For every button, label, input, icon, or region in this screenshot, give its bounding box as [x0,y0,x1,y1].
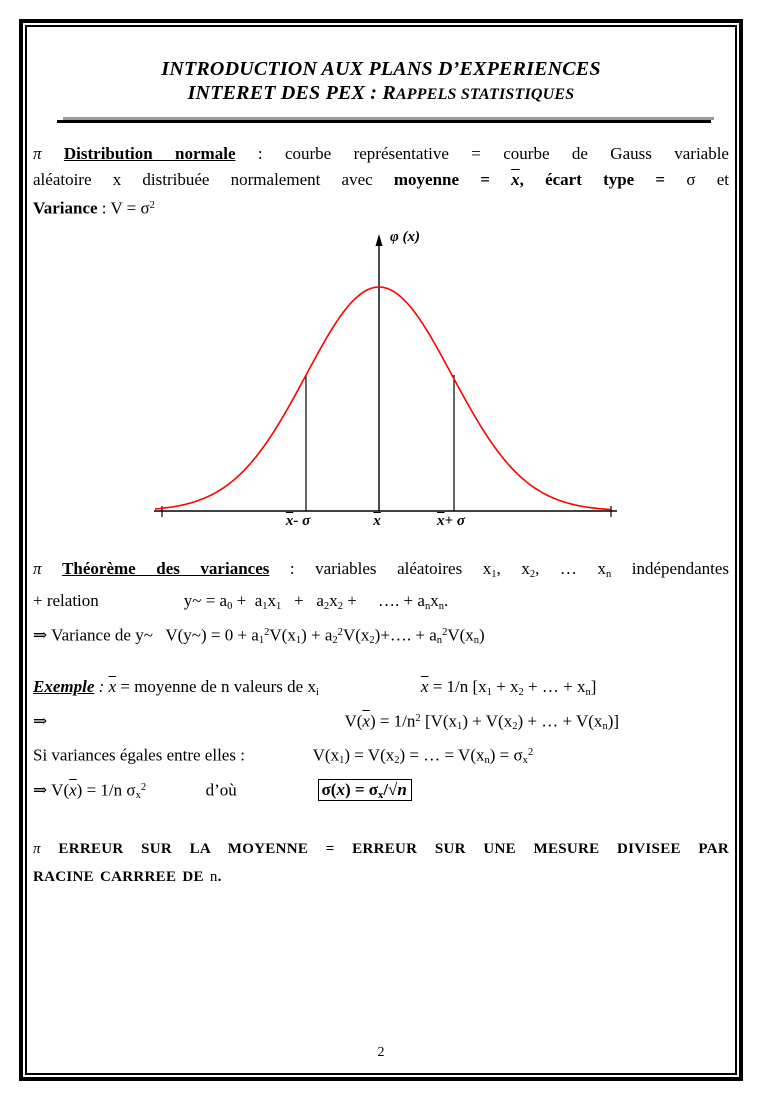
gaussian-bell-path [155,287,611,510]
text-segment: φ (x) [390,229,421,246]
text-segment: n [436,635,443,647]
text-segment: INTRODUCTION AUX PLANS D’EXPERIENCES [161,58,601,80]
text-segment: ) = σ [344,779,379,799]
text-segment: n [602,721,608,733]
text-segment: $\overline{x}$ [511,170,520,189]
text-line [33,167,729,193]
text-segment: aléatoire x distribuée normalement avec [33,170,394,189]
text-segment: + x [491,677,519,697]
text-segment: σ [686,170,696,189]
text-segment: i [315,687,319,699]
text-line [33,620,729,654]
text-segment: x [135,789,141,801]
text-line [33,141,729,167]
text-segment: x [430,591,439,611]
text-segment: $\overline{x}$ [437,513,445,530]
text-segment: Variance [33,198,98,218]
text-segment: n [585,687,591,699]
text-segment: x [329,591,338,611]
text-line [33,775,729,809]
text-segment: 1 [276,601,282,613]
text-segment: ) = 1/n [369,711,416,731]
page-content [27,27,735,1073]
gaussian-chart [149,233,624,540]
page-number: 2 [377,1045,385,1060]
text-segment: ) = σ [489,745,523,765]
text-segment: Si variances égales entre elles : [33,745,313,765]
page-border-inner [25,25,737,1075]
text-segment: APPELS STATISTIQUES [395,86,575,103]
text-segment: Distribution normale [63,144,236,163]
text-segment: Exemple [33,677,95,697]
text-segment: + …. + a [342,591,425,611]
paragraph-theoreme-variances [33,556,729,654]
text-segment: n [438,601,444,613]
text-segment: ) + a [301,625,333,645]
text-segment: ) + V(x [462,711,513,731]
text-segment: $\overline{x}$ [362,711,370,731]
text-segment: ) = V(x [344,745,395,765]
text-segment: + σ [444,513,465,530]
text-segment: $\overline{x}$ [69,779,77,799]
text-segment: V(x [342,625,370,645]
text-segment: = 1/n [x [428,677,487,697]
text-segment: 2 [337,601,343,613]
text-segment: 2 [323,601,330,613]
text-segment: 2 [529,569,536,581]
text-line [33,556,729,588]
text-segment: π [33,559,63,579]
text-line [33,835,729,863]
paragraph-distribution-normale [33,141,729,221]
text-segment: RACINE CARRREE DE [33,868,210,885]
text-segment: )+…. + a [374,625,437,645]
text-segment: + a [232,591,263,611]
text-segment: ⇒ V( [33,779,70,799]
text-segment: , écart type = [519,170,687,189]
title-separator [57,117,711,123]
text-segment: V(x [269,625,296,645]
text-segment: ) = … = V(x [399,745,485,765]
text-segment: √ [388,779,398,799]
text-segment: n [473,635,480,647]
text-line [33,863,729,891]
x-label-plus-sigma [437,513,465,530]
text-segment: ) + … + V(x [517,711,603,731]
text-segment: moyenne = [393,170,512,189]
text-segment: σ( [321,779,337,799]
text-segment: 1 [486,687,492,699]
text-segment: [V(x [420,711,458,731]
text-segment: 2 [527,747,534,759]
text-segment: , x [496,559,530,579]
text-segment: . [443,591,449,611]
text-segment: ] [590,677,597,697]
y-axis-label [390,229,420,246]
text-segment: ⇒ [33,711,345,731]
text-segment: / [383,779,389,799]
text-segment: 2 [149,200,155,211]
text-segment: x [267,591,277,611]
text-segment: 1 [491,569,497,581]
text-segment: = moyenne de n valeurs de x [116,677,316,697]
boxed-formula [318,779,412,801]
paragraph-exemple [33,674,729,809]
text-segment: ) = 1/n σ [76,779,136,799]
text-segment: n [605,569,612,581]
text-segment: ERREUR SUR LA MOYENNE = ERREUR SUR UNE MESURE DIVISEE PAR [58,840,729,857]
text-segment [319,677,421,696]
text-segment: 2 [264,627,270,639]
title-line-1 [33,57,729,81]
text-segment: n [424,601,431,613]
text-segment: 1 [457,721,463,733]
separator-rule [57,120,711,123]
text-segment: $\overline{x}$ [108,677,117,697]
text-segment: n [484,755,490,767]
text-segment: indépendantes [611,559,729,579]
gaussian-figure [149,229,624,540]
document-title [33,57,729,107]
text-segment: 1 [258,635,265,647]
text-segment: : V = σ [97,198,150,218]
text-segment: 1 [262,601,268,613]
page-border-outer [19,19,743,1081]
text-segment: - σ [293,513,311,530]
paragraph-erreur-moyenne [33,835,729,891]
text-segment: 2 [442,627,448,639]
title-line-2 [33,81,729,107]
text-segment: et [695,170,729,189]
text-segment: $\overline{x}$ [373,513,381,530]
text-segment: + relation y~ = a [33,591,228,611]
text-segment: $\overline{x}$ [336,779,345,799]
text-segment: V( [344,711,363,731]
text-segment: 2 [394,755,400,767]
text-segment: 2 [369,635,375,647]
text-segment: π [33,144,64,163]
text-segment: 1 [295,635,302,647]
text-segment: : courbe représentative = courbe de Gauss variable [235,144,729,163]
text-segment: 2 [518,687,524,699]
text-segment: 2 [337,627,343,639]
text-segment: V(x [312,745,340,765]
text-segment: ⇒ Variance de y~ V(y~) = 0 + a [33,625,259,645]
text-segment: + a [281,591,324,611]
text-segment: 2 [512,721,518,733]
text-segment: $\overline{x}$ [285,513,294,530]
text-segment: Théorème des variances [62,559,270,579]
text-segment: , … x [535,559,606,579]
text-line [33,193,729,221]
text-segment: . [217,868,222,885]
text-segment: 0 [227,601,233,613]
text-segment: n [209,868,218,885]
y-axis-arrow-icon [376,234,383,246]
text-segment: x [378,789,384,801]
text-segment: n [397,779,407,799]
text-segment: d’où [146,779,318,799]
text-segment: V(x [447,625,474,645]
text-segment: 2 [140,781,147,793]
text-segment: : variables aléatoires x [269,559,492,579]
text-segment: $\overline{x}$ [420,677,429,697]
text-segment: π [33,840,59,857]
text-segment: + … + x [523,677,586,697]
text-segment: )] [607,711,620,731]
text-segment: 1 [339,755,345,767]
text-segment: ) [479,625,485,645]
x-label-mean [373,513,381,530]
x-label-minus-sigma [286,513,310,530]
text-line [33,674,729,706]
text-segment: : [94,677,109,697]
text-line [33,706,729,740]
text-segment: x [522,755,528,767]
text-segment: INTERET DES PEX : R [187,82,396,104]
text-line [33,740,729,774]
text-line [33,588,729,620]
text-segment: 2 [415,713,421,725]
text-segment: 2 [332,635,338,647]
